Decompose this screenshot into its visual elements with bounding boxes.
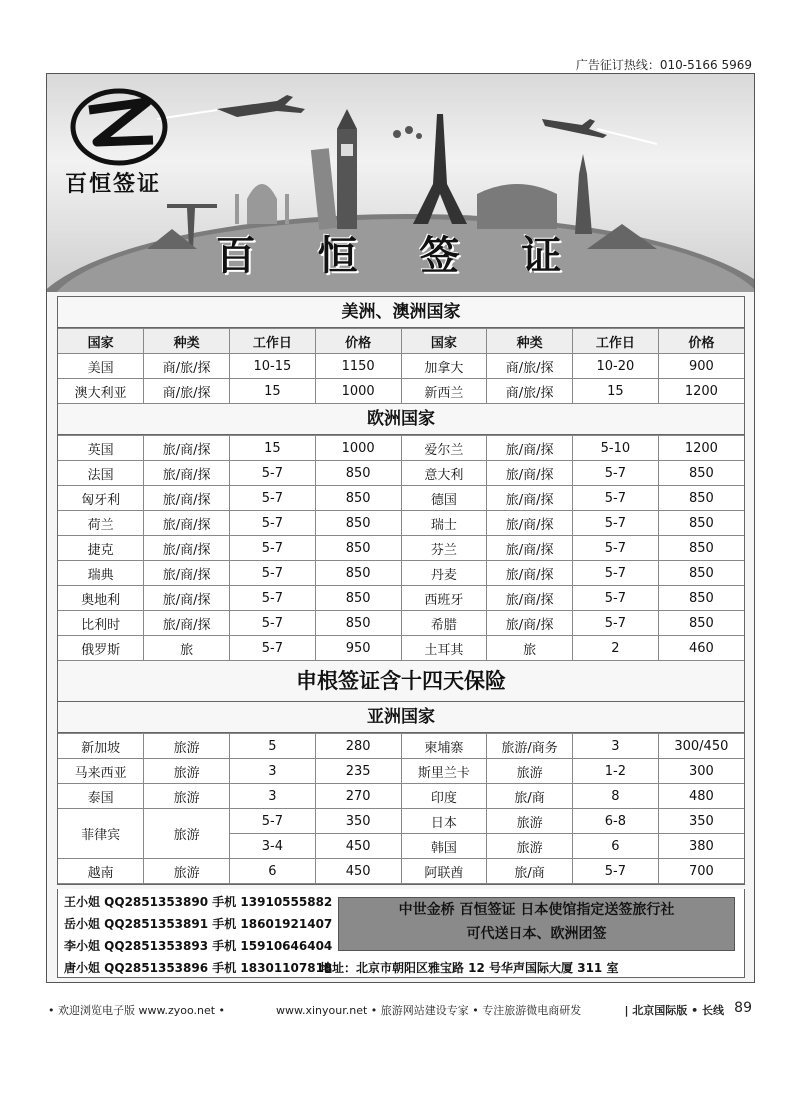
table-row: 澳大利亚 商/旅/探 15 1000 新西兰 商/旅/探 15 1200 [58,379,744,404]
table-header-row: 国家 种类 工作日 价格 国家 种类 工作日 价格 [58,329,744,354]
airplane-icon [217,95,305,117]
contact-line: 王小姐 QQ2851353890 手机 13910555882 [64,895,333,909]
table-row: 美国 商/旅/探 10-15 1150 加拿大 商/旅/探 10-20 900 [58,354,744,379]
section-title-americas: 美洲、澳洲国家 [58,297,744,328]
table-row: 奥地利 旅/商/探 5-7 850 西班牙 旅/商/探 5-7 850 [58,586,744,611]
europe-table [58,435,744,661]
table-row: 匈牙利 旅/商/探 5-7 850 德国 旅/商/探 5-7 850 [58,486,744,511]
americas-table [58,328,744,404]
contact-line: 岳小姐 QQ2851353891 手机 18601921407 [64,917,333,931]
footer-left: • 欢迎浏览电子版 www.zyoo.net • [48,1004,226,1017]
table-row: 菲律宾 旅游 5-7 350 日本 旅游 6-8 350 [58,809,744,834]
contact-block [57,889,745,978]
table-row: 法国 旅/商/探 5-7 850 意大利 旅/商/探 5-7 850 [58,461,744,486]
logo-text: 百恒签证 [65,172,162,197]
address: 地址：北京市朝阳区雅宝路 12 号华声国际大厦 311 室 [320,961,619,975]
table-row: 新加坡 旅游 5 280 柬埔寨 旅游/商务 3 300/450 [58,734,744,759]
page-number: 89 [734,1000,752,1016]
promo-line-1: 中世金桥 百恒签证 日本使馆指定送签旅行社 [398,902,675,918]
table-row: 荷兰 旅/商/探 5-7 850 瑞士 旅/商/探 5-7 850 [58,511,744,536]
footer-edition: | 北京国际版 • 长线 [624,1004,724,1017]
footer-middle: www.xinyour.net • 旅游网站建设专家 • 专注旅游微电商研发 [276,1004,582,1017]
table-row: 越南 旅游 6 450 阿联酋 旅/商 5-7 700 [58,859,744,884]
table-row: 瑞典 旅/商/探 5-7 850 丹麦 旅/商/探 5-7 850 [58,561,744,586]
ad-frame [46,73,755,983]
section-title-europe: 欧洲国家 [58,404,744,435]
section-title-asia: 亚洲国家 [58,702,744,733]
table-row: 英国 旅/商/探 15 1000 爱尔兰 旅/商/探 5-10 1200 [58,436,744,461]
eiffel-tower [413,114,467,224]
table-row: 比利时 旅/商/探 5-7 850 希腊 旅/商/探 5-7 850 [58,611,744,636]
asia-table [58,733,744,884]
table-row: 捷克 旅/商/探 5-7 850 芬兰 旅/商/探 5-7 850 [58,536,744,561]
promo-line-2: 可代送日本、欧洲团签 [466,926,607,942]
contact-line: 李小姐 QQ2851353893 手机 15910646404 [64,939,333,953]
banner [47,74,754,292]
banner-title: 百 恒 签 证 [215,233,586,279]
table-row: 马来西亚 旅游 3 235 斯里兰卡 旅游 1-2 300 [58,759,744,784]
table-row: 泰国 旅游 3 270 印度 旅/商 8 480 [58,784,744,809]
table-row: 俄罗斯 旅 5-7 950 土耳其 旅 2 460 [58,636,744,661]
z-logo-icon [67,82,177,172]
schengen-note: 申根签证含十四天保险 [58,661,744,702]
price-list [57,296,745,885]
promo-box [338,897,735,951]
table-row: 3-4 450 韩国 旅游 6 380 [58,834,744,859]
contact-line: 唐小姐 QQ2851353896 手机 18301107818 [64,961,333,975]
ad-hotline: 广告征订热线：010-5166 5969 [575,58,752,72]
